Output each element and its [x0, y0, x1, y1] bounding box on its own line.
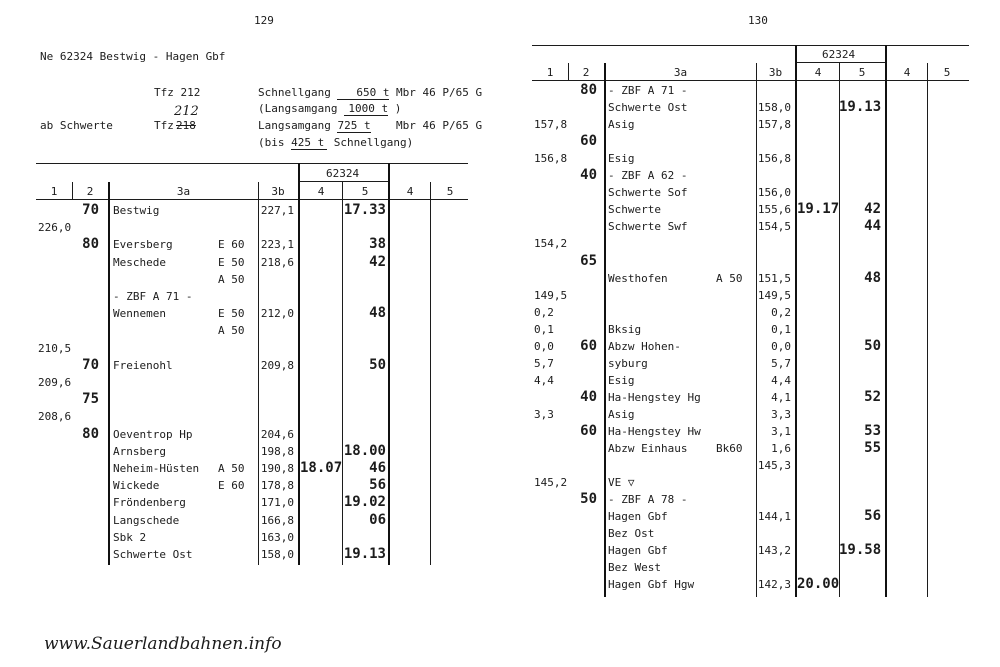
left-row-0-km-b: 227,1: [260, 204, 294, 217]
right-row-6-km-b: 156,0: [757, 186, 791, 200]
left-row-2-dep: 38: [369, 236, 386, 253]
left-row-15-station: Neheim-Hüsten: [113, 462, 200, 475]
right-row-13-km-b: 0,2: [771, 305, 791, 319]
left-row-6-dep: 48: [369, 305, 386, 322]
col-header-5b-right: 5: [943, 66, 951, 79]
right-row-11-km-b: 151,5: [757, 271, 791, 285]
speed-line-1: [258, 86, 389, 100]
left-row-19-station: Sbk 2: [113, 530, 147, 544]
tfz-2-label: Tfz: [154, 119, 174, 132]
col-header-3a: 3a: [176, 185, 191, 198]
right-row-4-km-b: 156,8: [757, 152, 791, 166]
left-row-5-station: - ZBF A 71 -: [113, 290, 193, 303]
right-row-28-station: Bez West: [608, 561, 661, 575]
speed-line-3-label: Langsamgang: [258, 119, 331, 132]
right-row-2-station: Asig: [608, 118, 635, 132]
speed-line-4: [258, 136, 413, 150]
right-row-7-dep: 42: [864, 201, 881, 218]
right-row-29-km-b: 142,3: [757, 578, 791, 592]
left-row-13-station: Oeventrop Hp: [113, 427, 193, 441]
footer-url: www.Sauerlandbahnen.info: [44, 634, 282, 654]
right-row-21-note: Bk60: [716, 442, 743, 456]
right-row-2-km-b: 157,8: [757, 118, 791, 132]
right-row-29-station: Hagen Gbf Hgw: [608, 578, 695, 592]
right-row-5-station: - ZBF A 62 -: [608, 169, 688, 183]
right-row-0-station: - ZBF A 71 -: [608, 84, 688, 97]
tfz-1: Tfz 212: [154, 86, 201, 99]
right-row-20-speed: 60: [580, 423, 597, 439]
right-row-21-km-b: 1,6: [771, 442, 791, 456]
right-row-7-arr: 19.17: [797, 201, 840, 218]
right-row-18-dep: 52: [864, 388, 881, 405]
left-row-11-speed: 75: [82, 391, 99, 408]
right-row-18-km-b: 4,1: [771, 390, 791, 404]
right-row-24-speed: 50: [580, 491, 597, 508]
right-row-27-km-b: 143,2: [757, 544, 791, 558]
col-header-5-right: 5: [858, 66, 866, 79]
left-row-16-note: E 60: [218, 479, 245, 493]
train-number-right: 62324: [822, 48, 856, 61]
col-header-4b: 4: [406, 185, 414, 198]
left-row-16-km-b: 178,8: [260, 479, 294, 493]
left-row-6-note: E 50: [218, 307, 245, 321]
right-row-16-km: 5,7: [534, 356, 554, 370]
right-row-8-km-b: 154,5: [757, 220, 791, 234]
right-row-24-station: - ZBF A 78 -: [608, 493, 688, 507]
left-row-2-note: E 60: [218, 238, 245, 252]
left-row-3-dep: 42: [369, 253, 386, 270]
speed-line-3: [258, 119, 371, 133]
right-row-14-station: Bksig: [608, 322, 642, 336]
mbr-1: Mbr 46 P/65 G: [396, 86, 483, 99]
speed-line-1-value: 650 t: [337, 86, 389, 100]
col-header-4: 4: [317, 185, 325, 198]
left-row-19-km-b: 163,0: [260, 530, 294, 544]
left-row-9-km-b: 209,8: [260, 358, 294, 372]
left-row-7-note: A 50: [218, 324, 245, 338]
right-row-9-km: 154,2: [534, 237, 568, 251]
right-row-20-station: Ha-Hengstey Hw: [608, 425, 701, 438]
right-row-21-dep: 55: [864, 440, 881, 457]
left-row-1-km: 226,0: [38, 221, 72, 235]
col-header-5: 5: [361, 185, 369, 198]
train-number-left: 62324: [326, 167, 360, 180]
speed-line-4-label: (bis: [258, 136, 285, 149]
right-row-17-km-b: 4,4: [771, 373, 791, 387]
speed-line-2: [258, 102, 401, 116]
right-row-11-dep: 48: [864, 269, 881, 286]
right-row-12-km-b: 149,5: [757, 288, 791, 302]
right-row-14-km-b: 0,1: [771, 322, 791, 336]
right-row-4-station: Esig: [608, 152, 635, 166]
left-row-0-station: Bestwig: [113, 204, 160, 217]
right-row-25-km-b: 144,1: [757, 510, 791, 524]
right-row-27-station: Hagen Gbf: [608, 544, 668, 558]
left-row-3-km-b: 218,6: [260, 255, 294, 269]
right-row-16-station: syburg: [608, 356, 648, 370]
right-row-19-station: Asig: [608, 407, 635, 421]
left-row-3-note: E 50: [218, 255, 245, 269]
left-row-2-station: Eversberg: [113, 238, 173, 252]
left-row-14-dep: 18.00: [343, 442, 386, 459]
speed-line-2-value: 1000 t: [344, 102, 388, 116]
left-row-20-station: Schwerte Ost: [113, 548, 193, 561]
left-row-3-station: Meschede: [113, 255, 166, 269]
left-row-13-speed: 80: [82, 425, 99, 442]
left-row-18-station: Langschede: [113, 513, 180, 527]
right-row-23-station: VE ▽: [608, 476, 635, 490]
left-row-17-station: Fröndenberg: [113, 496, 186, 510]
right-row-19-km-b: 3,3: [771, 407, 791, 421]
left-row-10-km: 209,6: [38, 376, 72, 389]
right-row-10-speed: 65: [580, 252, 597, 269]
left-row-0-speed: 70: [82, 202, 99, 218]
left-row-15-km-b: 190,8: [260, 462, 294, 475]
right-row-18-speed: 40: [580, 388, 597, 405]
right-row-1-dep: 19.13: [839, 99, 882, 116]
right-row-5-speed: 40: [580, 167, 597, 184]
left-row-18-km-b: 166,8: [260, 513, 294, 527]
col-header-3b: 3b: [271, 185, 285, 198]
left-row-9-station: Freienohl: [113, 358, 173, 372]
col-header-3a-right: 3a: [673, 66, 688, 79]
left-row-14-km-b: 198,8: [260, 444, 294, 458]
right-row-2-km: 157,8: [534, 118, 568, 132]
right-row-25-dep: 56: [864, 508, 881, 525]
right-row-13-km: 0,2: [534, 305, 554, 319]
left-row-15-note: A 50: [218, 462, 245, 475]
right-row-15-station: Abzw Hohen-: [608, 339, 681, 353]
right-row-7-km-b: 155,6: [757, 203, 791, 217]
right-row-16-km-b: 5,7: [771, 356, 791, 370]
ab-schwerte-label: ab Schwerte: [40, 119, 113, 132]
left-row-13-km-b: 204,6: [260, 427, 294, 441]
speed-line-2-label: (Langsamgang: [258, 102, 338, 115]
right-row-29-arr: 20.00: [797, 576, 840, 593]
right-row-15-speed: 60: [580, 337, 597, 354]
left-row-17-dep: 19.02: [343, 494, 386, 511]
right-row-27-dep: 19.58: [839, 542, 882, 559]
left-row-8-km: 210,5: [38, 341, 72, 355]
right-row-25-station: Hagen Gbf: [608, 510, 668, 524]
col-header-5b: 5: [446, 185, 454, 198]
left-row-14-station: Arnsberg: [113, 444, 166, 458]
right-row-17-station: Esig: [608, 373, 635, 387]
right-row-15-dep: 50: [864, 337, 881, 354]
right-row-20-dep: 53: [864, 423, 881, 439]
right-row-14-km: 0,1: [534, 322, 554, 336]
left-row-9-dep: 50: [369, 356, 386, 373]
right-row-26-station: Bez Ost: [608, 527, 655, 541]
tfz-2-old: 218: [176, 119, 196, 132]
col-header-1: 1: [50, 185, 58, 198]
right-row-15-km: 0,0: [534, 339, 554, 353]
left-row-15-arr: 18.07: [300, 460, 343, 476]
right-row-19-km: 3,3: [534, 407, 554, 421]
right-row-20-km-b: 3,1: [771, 425, 791, 438]
right-row-11-station: Westhofen: [608, 271, 668, 285]
left-row-4-note: A 50: [218, 272, 245, 286]
route-title: Ne 62324 Bestwig - Hagen Gbf: [40, 50, 226, 63]
speed-line-4-value: 425 t: [291, 136, 327, 150]
left-row-16-dep: 56: [369, 477, 386, 494]
left-row-17-km-b: 171,0: [260, 496, 294, 510]
left-row-6-km-b: 212,0: [260, 307, 294, 321]
col-header-2: 2: [86, 185, 94, 198]
speed-line-3-value: 725 t: [337, 119, 371, 132]
right-row-7-station: Schwerte: [608, 203, 661, 217]
right-row-0-speed: 80: [580, 82, 597, 98]
col-header-4-right: 4: [814, 66, 822, 79]
tfz-2-handwritten: 212: [174, 104, 199, 119]
left-row-18-dep: 06: [369, 511, 386, 528]
speed-line-2-suffix: ): [394, 102, 402, 115]
left-row-12-km: 208,6: [38, 410, 72, 424]
right-row-23-km: 145,2: [534, 476, 568, 490]
col-header-4b-right: 4: [903, 66, 911, 79]
left-row-16-station: Wickede: [113, 479, 160, 493]
left-row-15-dep: 46: [369, 460, 386, 476]
right-row-17-km: 4,4: [534, 373, 554, 387]
right-row-15-km-b: 0,0: [771, 339, 791, 353]
page-number-left: 129: [254, 14, 274, 27]
right-row-3-speed: 60: [580, 133, 597, 150]
left-row-20-dep: 19.13: [343, 546, 386, 562]
col-header-1-right: 1: [546, 66, 554, 79]
right-row-18-station: Ha-Hengstey Hg: [608, 390, 701, 404]
right-row-8-station: Schwerte Swf: [608, 220, 688, 234]
right-row-22-km-b: 145,3: [757, 459, 791, 473]
right-row-8-dep: 44: [864, 218, 881, 235]
speed-line-1-label: Schnellgang: [258, 86, 331, 99]
left-row-2-km-b: 223,1: [260, 238, 294, 252]
left-row-2-speed: 80: [82, 236, 99, 253]
page-number-right: 130: [748, 14, 768, 27]
right-row-21-station: Abzw Einhaus: [608, 442, 688, 456]
right-row-6-station: Schwerte Sof: [608, 186, 688, 200]
right-row-1-station: Schwerte Ost: [608, 101, 688, 115]
speed-line-4-suffix: Schnellgang): [333, 136, 414, 149]
left-row-9-speed: 70: [82, 356, 99, 373]
left-row-0-dep: 17.33: [343, 202, 386, 218]
col-header-2-right: 2: [582, 66, 590, 79]
right-row-1-km-b: 158,0: [757, 101, 791, 115]
right-row-4-km: 156,8: [534, 152, 568, 166]
left-row-20-km-b: 158,0: [260, 548, 294, 561]
mbr-2: Mbr 46 P/65 G: [396, 119, 483, 132]
left-row-6-station: Wennemen: [113, 307, 166, 321]
right-row-12-km: 149,5: [534, 288, 568, 302]
right-row-11-note: A 50: [716, 271, 743, 285]
col-header-3b-right: 3b: [768, 66, 783, 79]
